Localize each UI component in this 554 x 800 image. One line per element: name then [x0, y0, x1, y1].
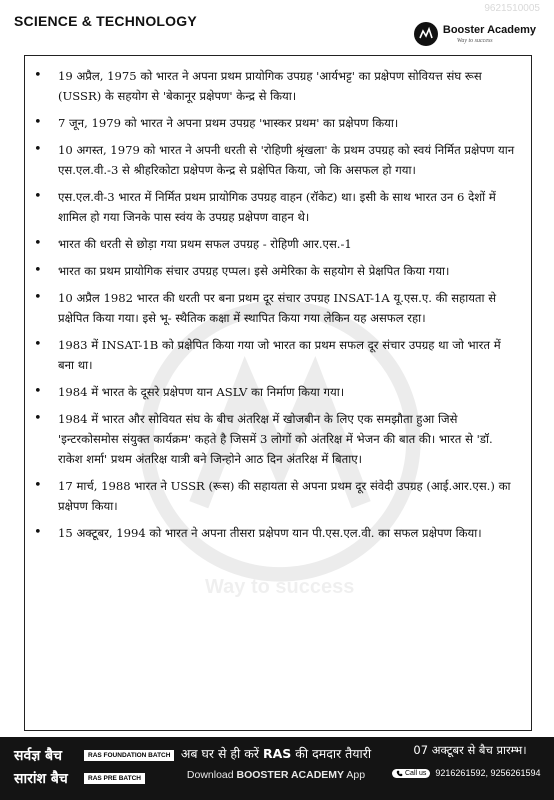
notes-box [24, 55, 532, 731]
logo-name: Booster Academy [442, 23, 536, 36]
batch-tag: RAS PRE BATCH [84, 773, 145, 784]
list-item: • 10 अप्रैल 1982 भारत की धरती पर बना प्रथम दूर संचार उपग्रह INSAT-1A यू.एस.ए. की सहायता से प्रक्षेपित किया गया। इसे भू- स्थैतिक कक्षा में स्थापित किया गया लेकिन यह असफल रहा। [25, 288, 531, 328]
batch-tag: RAS FOUNDATION BATCH [84, 750, 174, 761]
list-item: • 1983 में INSAT-1B को प्रक्षेपित किया गया जो भारत का प्रथम सफल दूर संचार उपग्रह था जो भारत में बना था। [25, 335, 531, 375]
footer-contact [392, 743, 548, 778]
list-item: • भारत की धरती से छोड़ा गया प्रथम सफल उपग्रह - रोहिणी आर.एस.-1 [25, 234, 531, 254]
phone-watermark: 9621510005 [484, 3, 540, 14]
list-item: • 1984 में भारत के दूसरे प्रक्षेपण यान ASLV का निर्माण किया गया। [25, 382, 531, 402]
list-item: • 15 अक्टूबर, 1994 को भारत ने अपना तीसरा प्रक्षेपण यान पी.एस.एल.वी. का सफल प्रक्षेपण किया। [25, 523, 531, 543]
watermark-text: Way to success [205, 576, 355, 598]
batch-start-text: 07 अक्टूबर से बैच प्रारम्भ। [413, 743, 527, 757]
academy-logo [414, 22, 536, 46]
list-item: • 19 अप्रैल, 1975 को भारत ने अपना प्रथम प्रायोगिक उपग्रह 'आर्यभट्ट' का प्रक्षेपण सोवियत्त संघ रूस (USSR) के सहयोग से 'बेकानूर प्रक्षेपण' केन्द्र से किया। [25, 66, 531, 106]
bullet-list [25, 66, 531, 550]
batch-title: सर्वज्ञ बैच [14, 748, 62, 764]
subject-title: SCIENCE & TECHNOLOGY [14, 13, 197, 29]
batch-row-pre [14, 767, 174, 790]
list-item: • एस.एल.वी-3 भारत में निर्मित प्रथम प्रायोगिक उपग्रह वाहन (रॉकेट) था। इसी के साथ भारत उन 6 देशों में शामिल हो गया जिनके पास स्वंय के उपग्रह प्रक्षेपण वाहन थे। [25, 187, 531, 227]
list-item: • 17 मार्च, 1988 भारत ने USSR (रूस) की सहायता से अपना प्रथम दूर संवेदी उपग्रह (आई.आर.एस.) का प्रक्षेपण किया। [25, 476, 531, 516]
batch-title: सारांश बैच [14, 771, 68, 787]
batch-list [14, 744, 174, 790]
logo-mark-icon [414, 22, 438, 46]
call-us-badge: Call us [392, 769, 430, 778]
phone-numbers: 9216261592, 9256261594 [435, 768, 541, 778]
list-item: • 10 अगस्त, 1979 को भारत ने अपनी धरती से 'रोहिणी श्रृंखला' के प्रथम उपग्रह को स्वयं निर्मित प्रक्षेपण यान एस.एल.वी.-3 से श्रीहरिकोटा प्रक्षेपण केन्द्र से प्रक्षेपित किया, जो कि असफल हो गया। [25, 140, 531, 180]
logo-tagline: Way to success [456, 37, 493, 44]
footer-slogan-block [162, 745, 390, 781]
page-header [0, 0, 554, 52]
phone-icon [396, 770, 403, 777]
slogan: अब घर से ही करें RAS की दमदार तैयारी [180, 746, 372, 761]
promo-footer [0, 737, 554, 800]
list-item: • भारत का प्रथम प्रायोगिक संचार उपग्रह एप्पल। इसे अमेरिका के सहयोग से प्रेक्षपित किया गया। [25, 261, 531, 281]
app-download-text: Download BOOSTER ACADEMY App [186, 769, 366, 781]
batch-row-foundation [14, 744, 174, 767]
list-item: • 7 जून, 1979 को भारत ने अपना प्रथम उपग्रह 'भास्कर प्रथम' का प्रक्षेपण किया। [25, 113, 531, 133]
list-item: • 1984 में भारत और सोवियत संघ के बीच अंतरिक्ष में खोजबीन के लिए एक समझौता हुआ जिसे 'इन्टरकोसमोस संयुक्त कार्यक्रम' कहते है जिसमें 3 लोगों को अंतरिक्ष में भेजन की बात की। भारत से 'डॉ. राकेश शर्मा' प्रथम अंतरिक्ष यात्री बने जिन्होने आठ दिन अंतरिक्ष में बिताए। [25, 409, 531, 469]
